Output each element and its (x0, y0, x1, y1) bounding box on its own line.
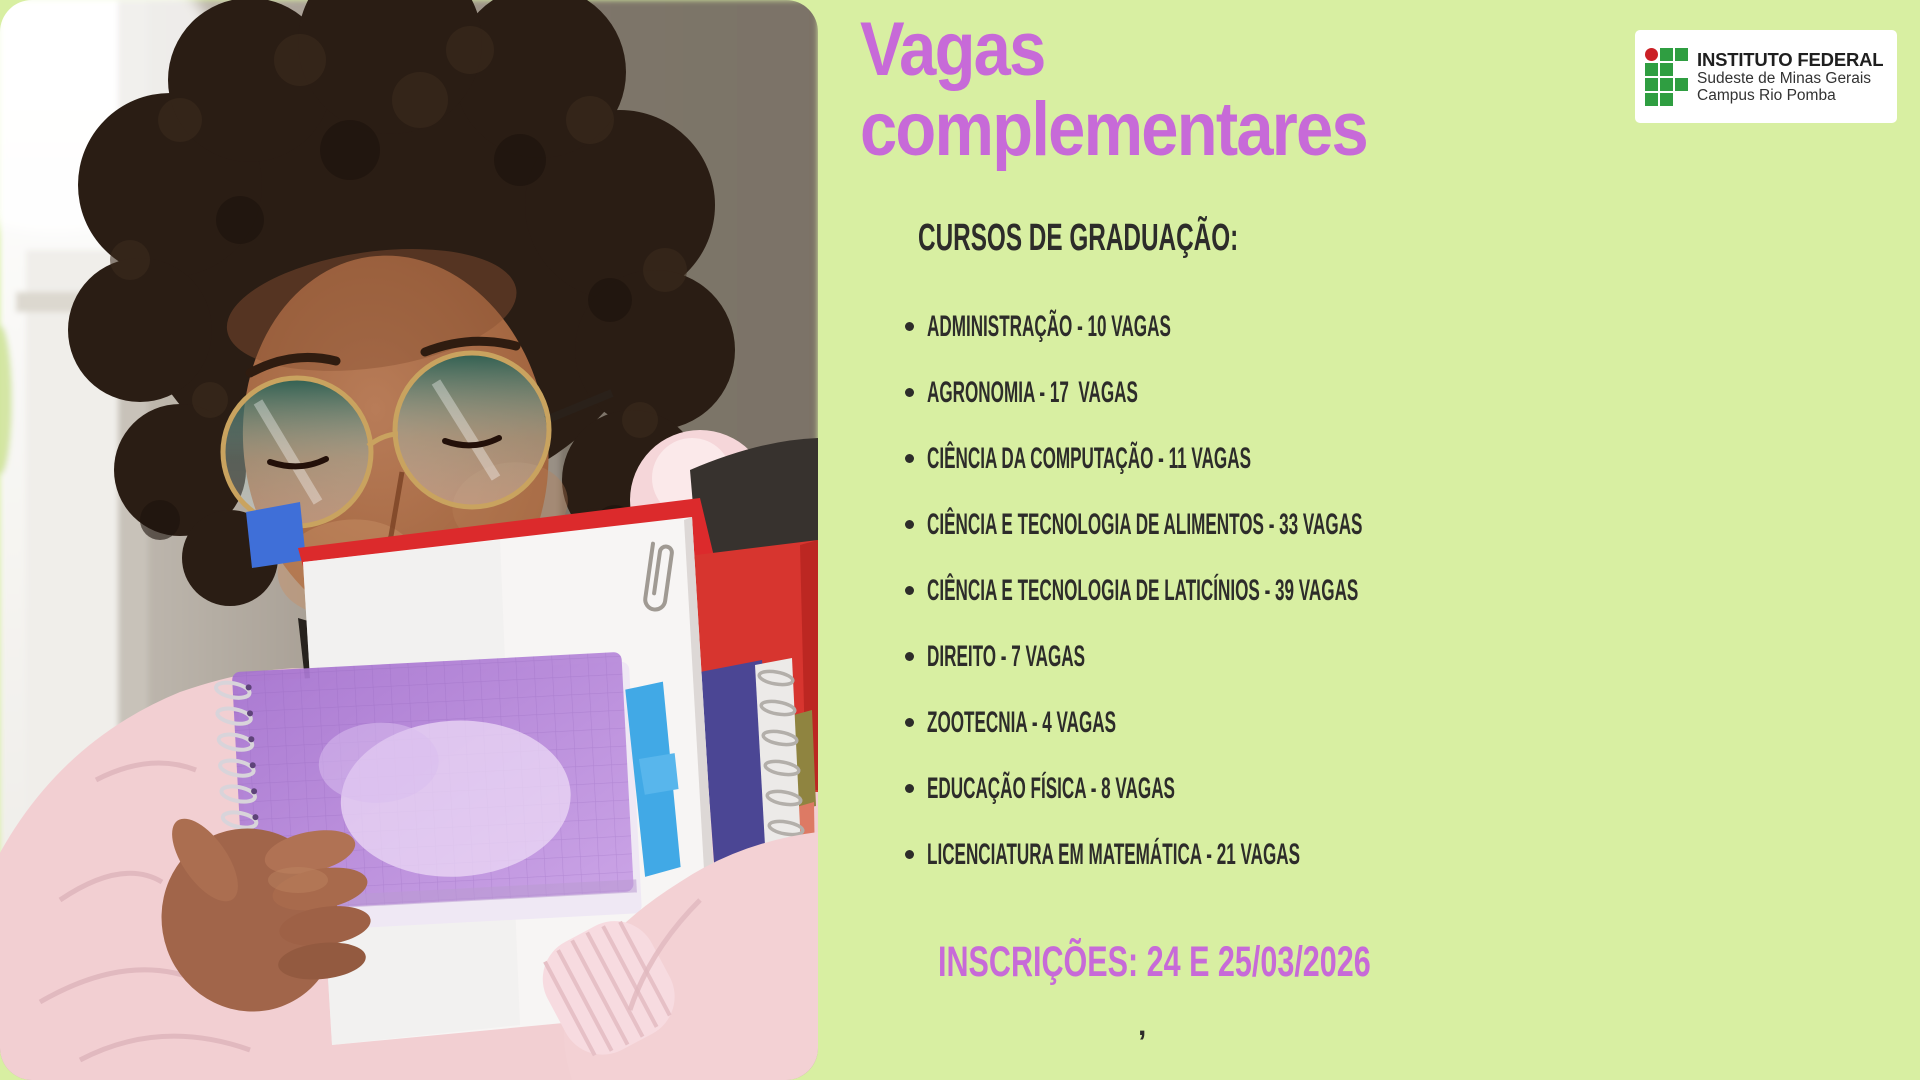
course-item (905, 558, 1691, 624)
course-item (905, 624, 1691, 690)
course-label: ADMINISTRAÇÃO - 10 VAGAS (927, 310, 1171, 343)
institution-logo (1635, 30, 1897, 123)
if-logo-icon (1645, 48, 1688, 106)
section-heading: CURSOS DE GRADUAÇÃO: (918, 217, 1239, 259)
logo-region: Sudeste de Minas Gerais (1697, 69, 1872, 87)
course-item (905, 690, 1691, 756)
course-label: AGRONOMIA - 17 VAGAS (927, 376, 1138, 409)
course-label: ZOOTECNIA - 4 VAGAS (927, 706, 1117, 739)
course-item (905, 360, 1691, 426)
student-photo-illustration (0, 0, 818, 1080)
course-label: CIÊNCIA DA COMPUTAÇÃO - 11 VAGAS (927, 442, 1251, 475)
course-item (905, 294, 1691, 360)
course-label: LICENCIATURA EM MATEMÁTICA - 21 VAGAS (927, 838, 1301, 871)
page-title: Vagas complementares (860, 7, 1367, 172)
course-label: DIREITO - 7 VAGAS (927, 640, 1086, 673)
logo-campus: Campus Rio Pomba (1697, 87, 1836, 104)
course-item (905, 756, 1691, 822)
course-item (905, 492, 1691, 558)
blue-folder-tip (246, 502, 306, 568)
course-item (905, 822, 1691, 888)
course-list (905, 294, 1691, 888)
inscription-dates: INSCRIÇÕES: 24 E 25/03/2026 (938, 938, 1371, 986)
logo-institution-name: INSTITUTO FEDERAL (1697, 48, 1884, 70)
course-label: CIÊNCIA E TECNOLOGIA DE LATICÍNIOS - 39 VAGAS (927, 574, 1359, 607)
stray-comma: , (1138, 1009, 1147, 1042)
course-label: EDUCAÇÃO FÍSICA - 8 VAGAS (927, 772, 1175, 805)
course-item (905, 426, 1691, 492)
course-label: CIÊNCIA E TECNOLOGIA DE ALIMENTOS - 33 VAGAS (927, 508, 1363, 541)
student-photo (0, 0, 818, 1080)
